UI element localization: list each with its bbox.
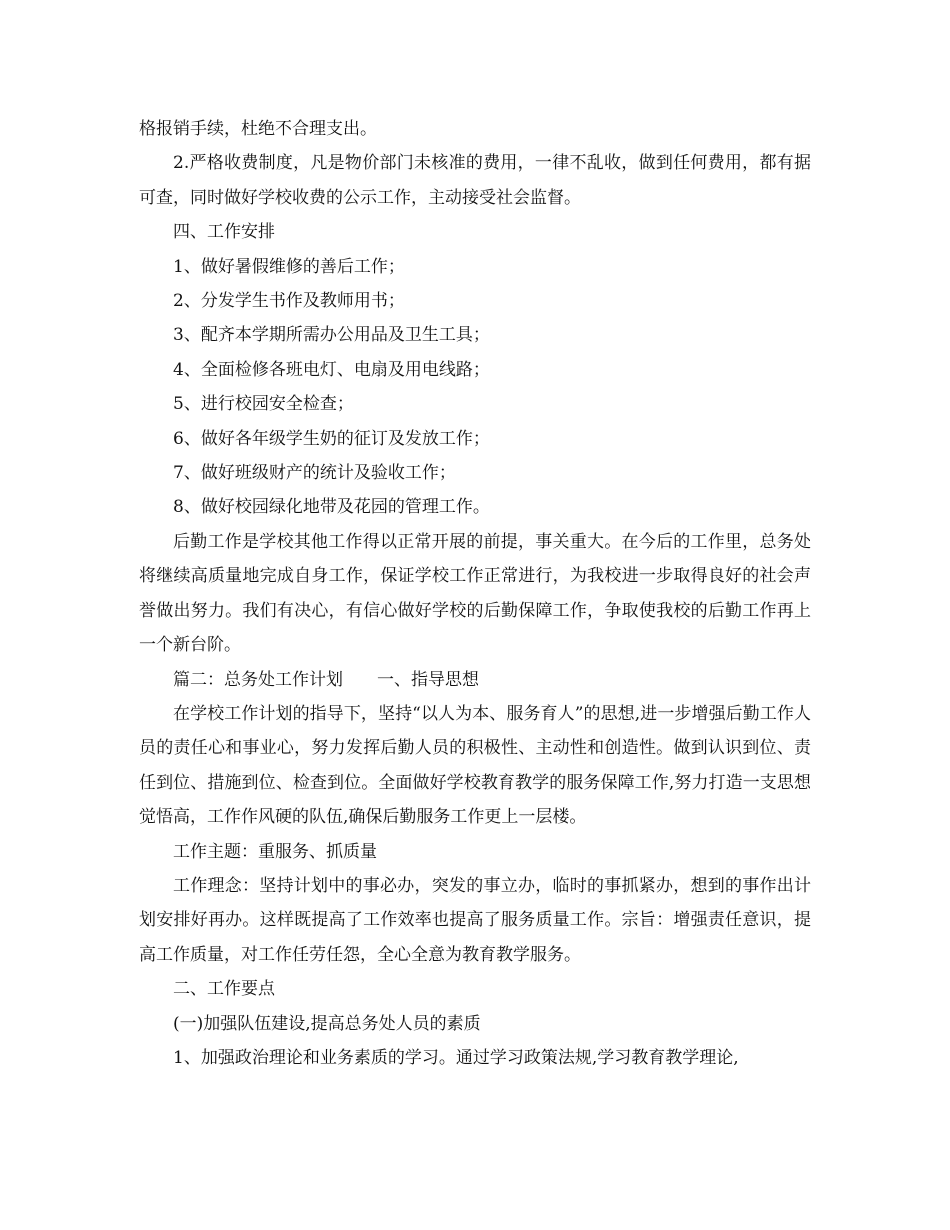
paragraph-work-philosophy: 工作理念：坚持计划中的事必办，突发的事立办，临时的事抓紧办，想到的事作出计划安排好再办。这样既提高了工作效率也提高了服务质量工作。宗旨：增强责任意识，提高工作质量，对工作任劳任怨，全心全意为教育教学服务。 [139, 875, 811, 965]
section-heading-part-two: 篇二：总务处工作计划 一、指导思想 [173, 669, 479, 690]
list-item: 2、分发学生书作及教师用书； [173, 291, 405, 312]
paragraph-summary: 后勤工作是学校其他工作得以正常开展的前提，事关重大。在今后的工作里，总务处将继续高质量地完成自身工作，保证学校工作正常进行，为我校进一步取得良好的社会声誉做出努力。我们有决心，有信心做好学校的后勤保障工作，争取使我校的后勤工作再上一个新台阶。 [139, 531, 811, 656]
list-item: 4、全面检修各班电灯、电扇及用电线路； [173, 359, 490, 380]
list-item: 3、配齐本学期所需办公用品及卫生工具； [173, 325, 490, 346]
paragraph-guiding-ideology: 在学校工作计划的指导下，坚持“以人为本、服务育人”的思想,进一步增强后勤工作人员的责任心和事业心，努力发挥后勤人员的积极性、主动性和创造性。做到认识到位、责任到位、措施到位、检查到位。全面做好学校教育教学的服务保障工作,努力打造一支思想觉悟高，工作作风硬的队伍,确保后勤服务工作更上一层楼。 [139, 703, 811, 828]
list-item: 7、做好班级财产的统计及验收工作； [173, 463, 456, 484]
paragraph-work-theme: 工作主题：重服务、抓质量 [173, 841, 377, 862]
paragraph-study: 1、加强政治理论和业务素质的学习。通过学习政策法规,学习教育教学理论, [173, 1047, 739, 1068]
list-item: 5、进行校园安全检查； [173, 394, 354, 415]
paragraph-continuation: 格报销手续，杜绝不合理支出。 [139, 119, 377, 139]
document-page [139, 112, 811, 1075]
list-item: 8、做好校园绿化地带及花园的管理工作。 [173, 497, 490, 518]
list-item: 6、做好各年级学生奶的征订及发放工作； [173, 428, 490, 449]
section-heading-work-arrangement: 四、工作安排 [173, 222, 275, 243]
paragraph-fee-system: 2.严格收费制度，凡是物价部门未核准的费用，一律不乱收，做到任何费用，都有据可查，同时做好学校收费的公示工作，主动接受社会监督。 [139, 153, 811, 208]
subsection-heading-team-building: (一)加强队伍建设,提高总务处人员的素质 [173, 1013, 481, 1034]
section-heading-work-points: 二、工作要点 [173, 979, 275, 1000]
list-item: 1、做好暑假维修的善后工作； [173, 256, 405, 277]
